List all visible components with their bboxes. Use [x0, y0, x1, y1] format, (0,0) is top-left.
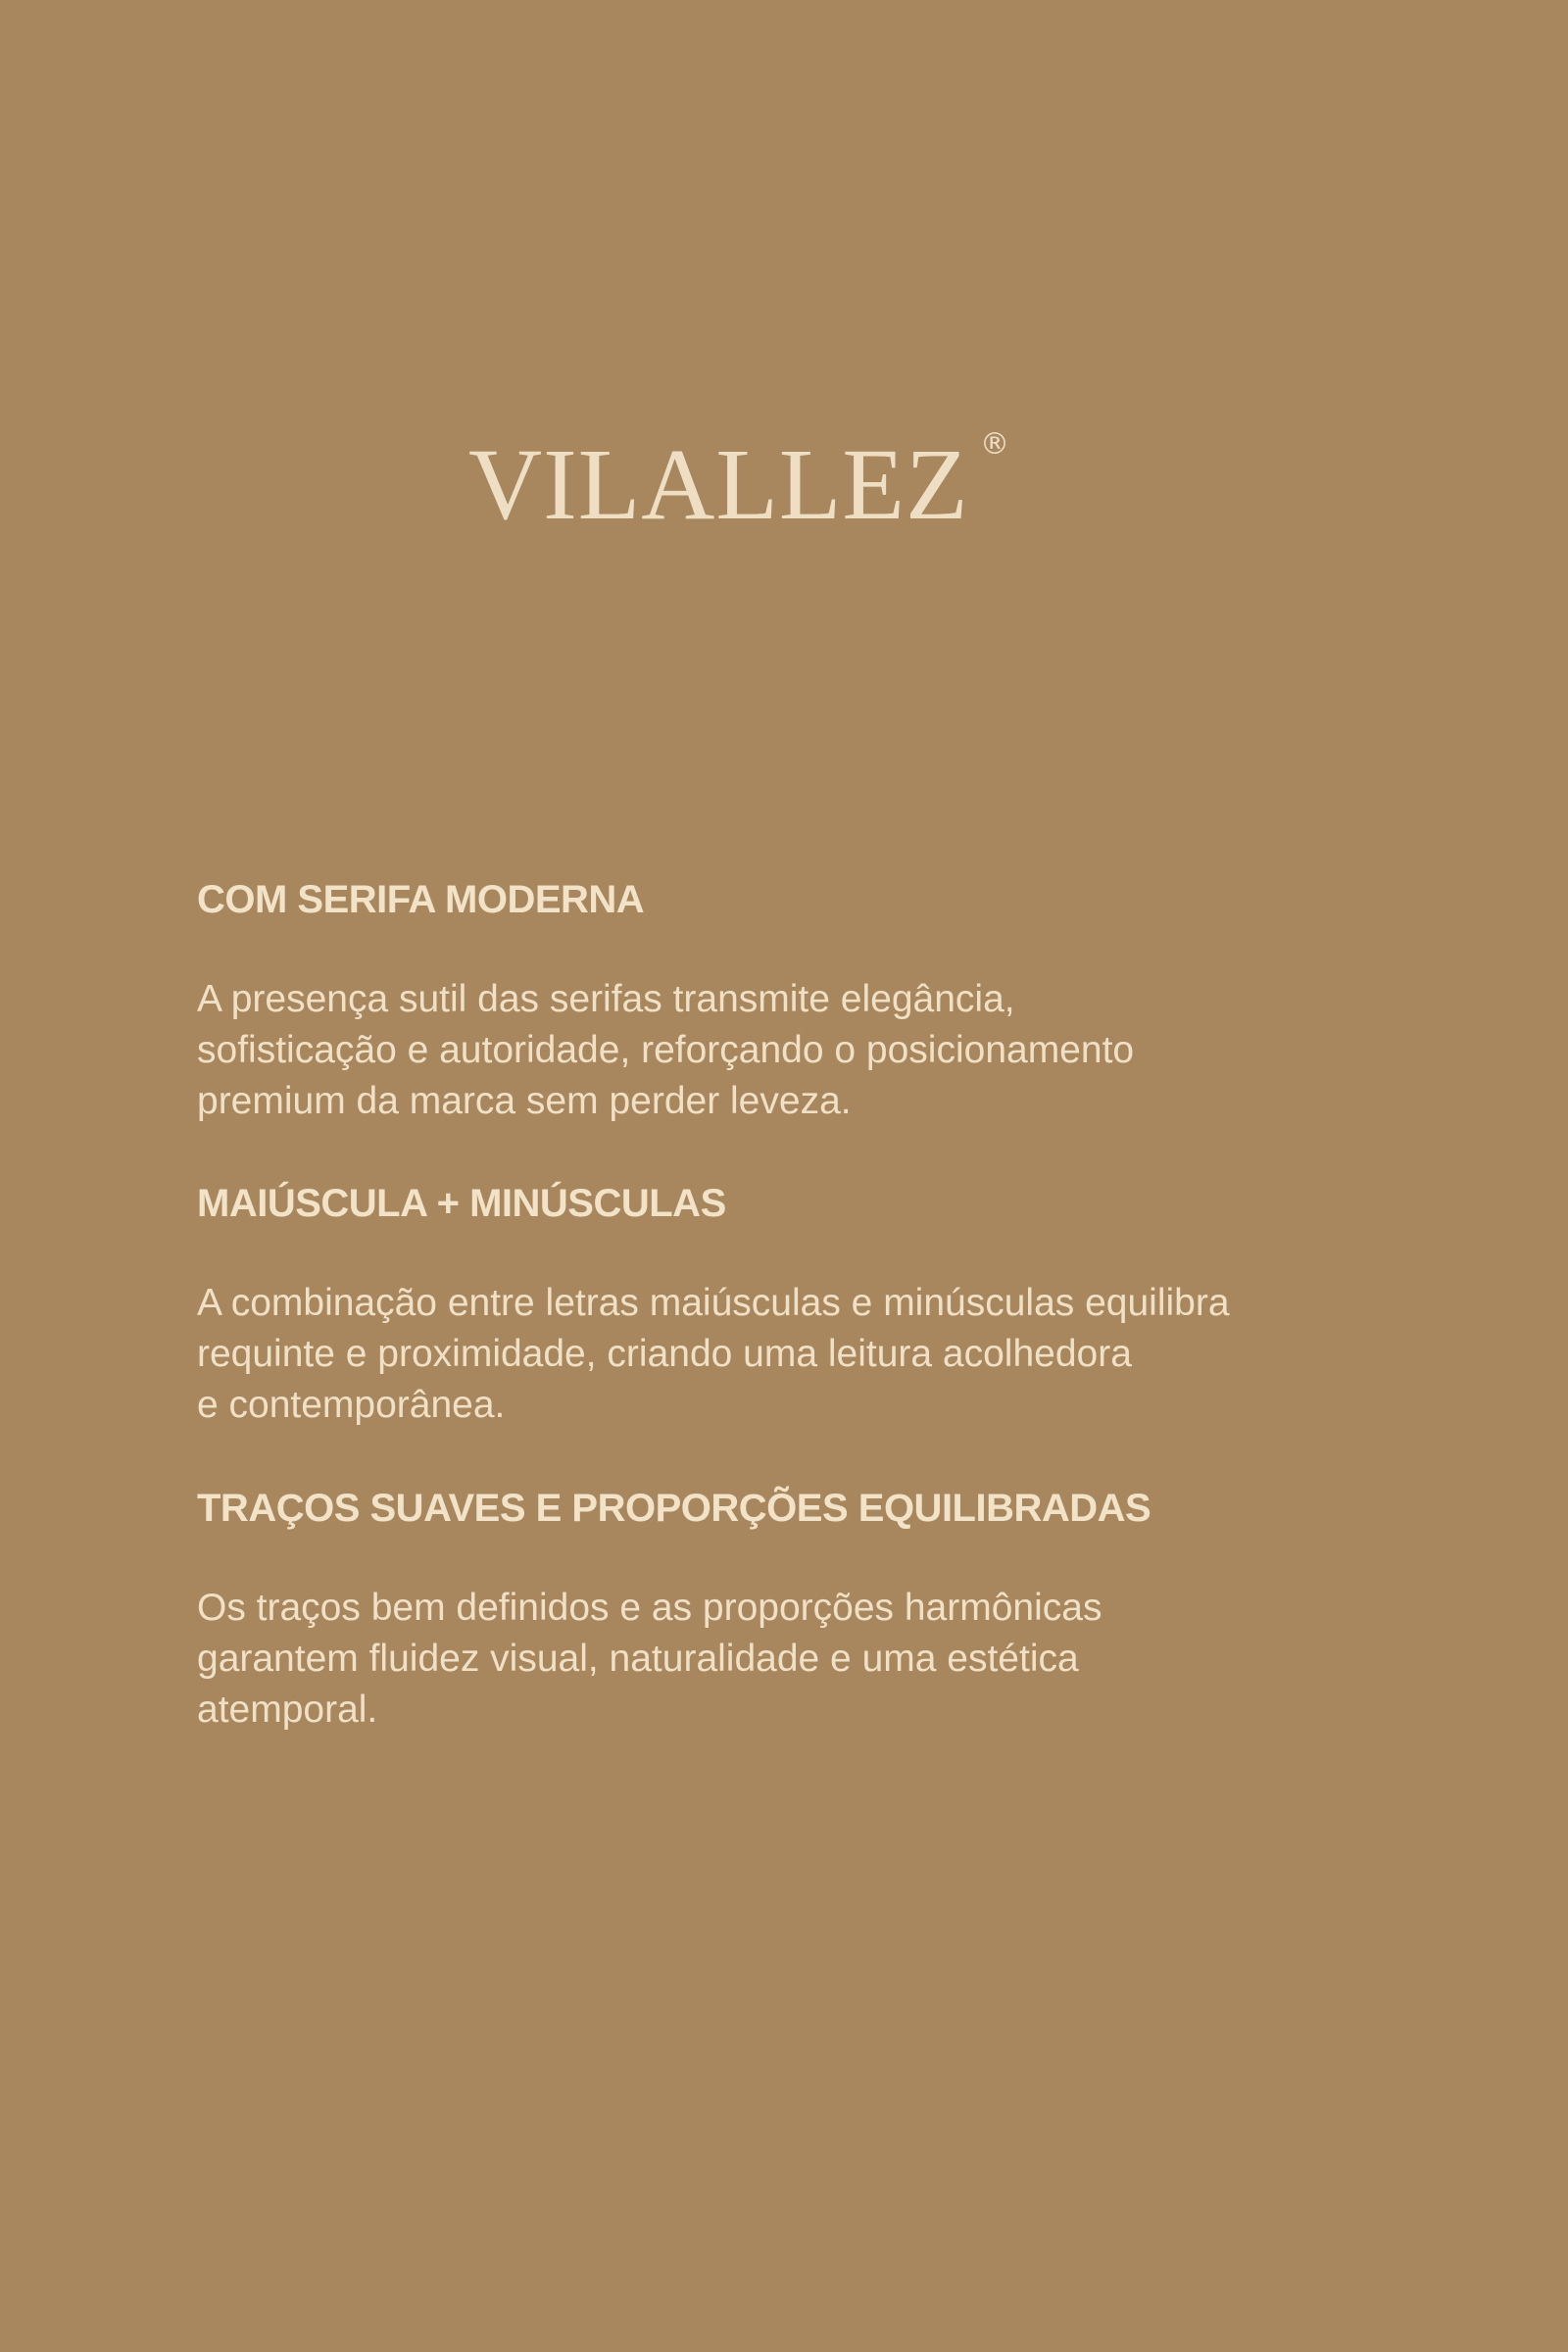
logo-wordmark: VILALLEZ: [468, 428, 969, 541]
section-modern-serif: [197, 876, 1471, 1127]
section-upper-lowercase: [197, 1180, 1471, 1431]
section-heading: TRAÇOS SUAVES E PROPORÇÕES EQUILIBRADAS: [197, 1487, 1152, 1530]
section-body: Os traços bem definidos e as proporções harmônicas garantem fluidez visual, naturalidade e uma estética atemporal.: [197, 1587, 1102, 1731]
section-soft-strokes: [197, 1485, 1471, 1736]
section-heading: MAIÚSCULA + MINÚSCULAS: [197, 1182, 726, 1225]
section-body: A presença sutil das serifas transmite elegância, sofisticação e autoridade, reforçando o posicionamento premium da marca sem perder leveza.: [197, 978, 1135, 1122]
section-body: A combinação entre letras maiúsculas e minúsculas equilibra requinte e proximidade, criando uma leitura acolhedora e contemporânea.: [197, 1282, 1230, 1426]
registered-mark: ®: [980, 427, 1009, 462]
section-heading: COM SERIFA MODERNA: [197, 878, 645, 921]
